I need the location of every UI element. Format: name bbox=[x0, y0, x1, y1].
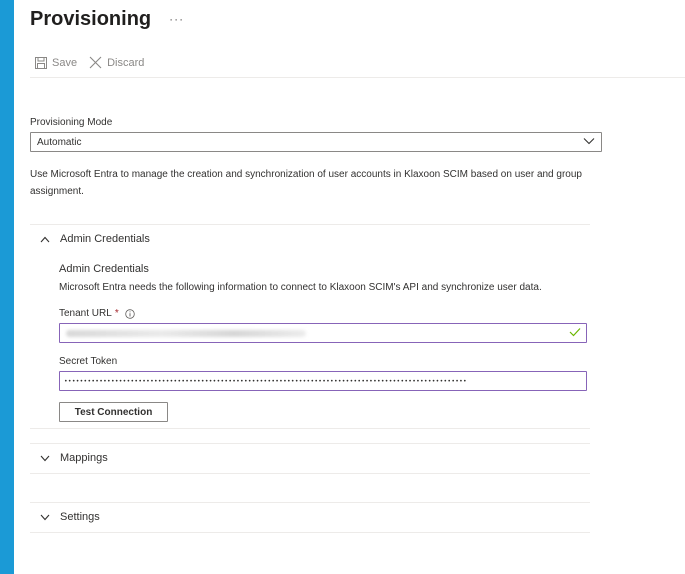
admin-credentials-section-toggle[interactable] bbox=[40, 233, 150, 245]
test-connection-button[interactable]: Test Connection bbox=[59, 402, 168, 422]
secret-token-input[interactable] bbox=[59, 371, 587, 391]
info-icon[interactable] bbox=[125, 309, 135, 319]
discard-button[interactable] bbox=[89, 56, 144, 69]
admin-credentials-header: Admin Credentials bbox=[60, 233, 150, 245]
tenant-url-label: Tenant URL bbox=[59, 308, 112, 319]
toolbar-divider bbox=[30, 77, 685, 78]
chevron-down-icon bbox=[40, 514, 50, 521]
title-row bbox=[30, 6, 184, 32]
tenant-url-value-redacted bbox=[66, 330, 306, 337]
provisioning-panel bbox=[30, 0, 685, 574]
provisioning-description: Use Microsoft Entra to manage the creation and synchronization of user accounts in Klaxoon SCIM based on user and group assignment. bbox=[30, 169, 582, 197]
save-icon bbox=[35, 57, 47, 69]
save-button[interactable] bbox=[35, 57, 77, 69]
section-divider bbox=[30, 224, 590, 225]
provisioning-mode-value: Automatic bbox=[37, 136, 82, 148]
more-options-icon[interactable]: ··· bbox=[169, 12, 185, 26]
chevron-up-icon bbox=[40, 236, 50, 243]
save-label: Save bbox=[52, 56, 78, 69]
admin-credentials-description: Microsoft Entra needs the following information to connect to Klaxoon SCIM's API and synchronize user data. bbox=[59, 282, 542, 293]
required-indicator: * bbox=[114, 308, 119, 319]
tenant-url-label-row bbox=[59, 308, 135, 319]
left-accent-bar bbox=[0, 0, 14, 574]
section-divider bbox=[30, 502, 590, 503]
settings-section-toggle[interactable] bbox=[40, 511, 100, 523]
section-divider bbox=[30, 473, 590, 474]
provisioning-mode-label: Provisioning Mode bbox=[30, 117, 113, 128]
secret-token-label: Secret Token bbox=[59, 356, 118, 367]
checkmark-icon bbox=[569, 327, 581, 337]
admin-credentials-title: Admin Credentials bbox=[59, 263, 149, 275]
secret-token-masked-value: ••••••••••••••••••••••••••••••••••••••••••••••••••••••••••••••••••••••••••••••••••••••••••••••••••••••• bbox=[64, 377, 467, 385]
tenant-url-input[interactable] bbox=[59, 323, 587, 343]
chevron-down-icon bbox=[583, 137, 595, 145]
provisioning-mode-dropdown[interactable] bbox=[30, 132, 602, 152]
section-divider bbox=[30, 532, 590, 533]
section-divider bbox=[30, 428, 590, 429]
section-divider bbox=[30, 443, 590, 444]
discard-label: Discard bbox=[107, 56, 145, 69]
close-icon bbox=[89, 56, 102, 69]
settings-header: Settings bbox=[60, 511, 100, 523]
mappings-section-toggle[interactable] bbox=[40, 452, 108, 464]
chevron-down-icon bbox=[40, 455, 50, 462]
command-bar bbox=[35, 56, 156, 69]
page-title: Provisioning bbox=[30, 7, 152, 30]
mappings-header: Mappings bbox=[60, 452, 108, 464]
